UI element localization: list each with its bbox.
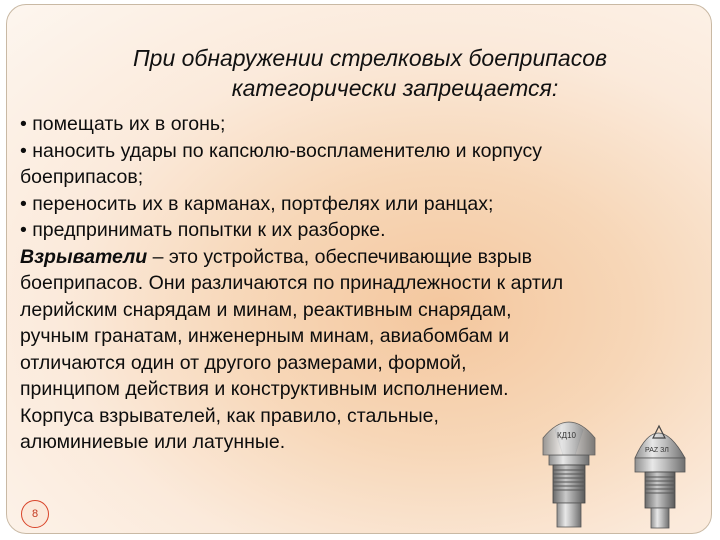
fuze-left-marking: КД10 <box>557 431 576 440</box>
fuze-left-icon <box>543 422 595 527</box>
bullet-item: • помещать их в огонь; <box>20 113 226 135</box>
title-line-2: категорически запрещается: <box>231 75 559 101</box>
fuze-right-marking: РАZ ЗЛ <box>645 447 669 454</box>
paragraph-line: ручным гранатам, инженерным минам, авиабомбам и <box>20 325 510 347</box>
slide <box>6 4 712 534</box>
paragraph-line: боеприпасов. Они различаются по принадлежности к артил <box>20 272 564 294</box>
paragraph-line: лерийским снарядам и минам, реактивным снарядам, <box>20 298 512 321</box>
page-number-badge: 8 <box>21 500 49 528</box>
fuze-illustration <box>535 410 705 534</box>
paragraph-line: принципом действия и конструктивным исполнением. <box>20 378 509 400</box>
bullet-item: • переносить их в карманах, портфелях или ранцах; <box>20 192 494 215</box>
paragraph-line: алюминиевые или латунные. <box>20 431 286 453</box>
title-line-1: При обнаружении стрелковых боеприпасов <box>132 45 607 71</box>
paragraph-line: Корпуса взрывателей, как правило, стальные, <box>20 404 439 427</box>
definition-text: – это устройства, обеспечивающие взрыв <box>147 245 532 268</box>
slide-title <box>27 43 703 103</box>
fuze-right-icon <box>635 426 685 528</box>
definition-line <box>20 244 710 271</box>
bullet-item: • предпринимать попытки к их разборке. <box>20 219 386 241</box>
defined-term: Взрыватели <box>20 245 148 268</box>
paragraph-line: отличаются один от другого размерами, формой, <box>20 351 467 374</box>
bullet-item-continuation: боеприпасов; <box>20 166 144 188</box>
bullet-item: • наносить удары по капсюлю-воспламенителю и корпусу <box>20 139 542 162</box>
slide-body <box>20 111 710 456</box>
